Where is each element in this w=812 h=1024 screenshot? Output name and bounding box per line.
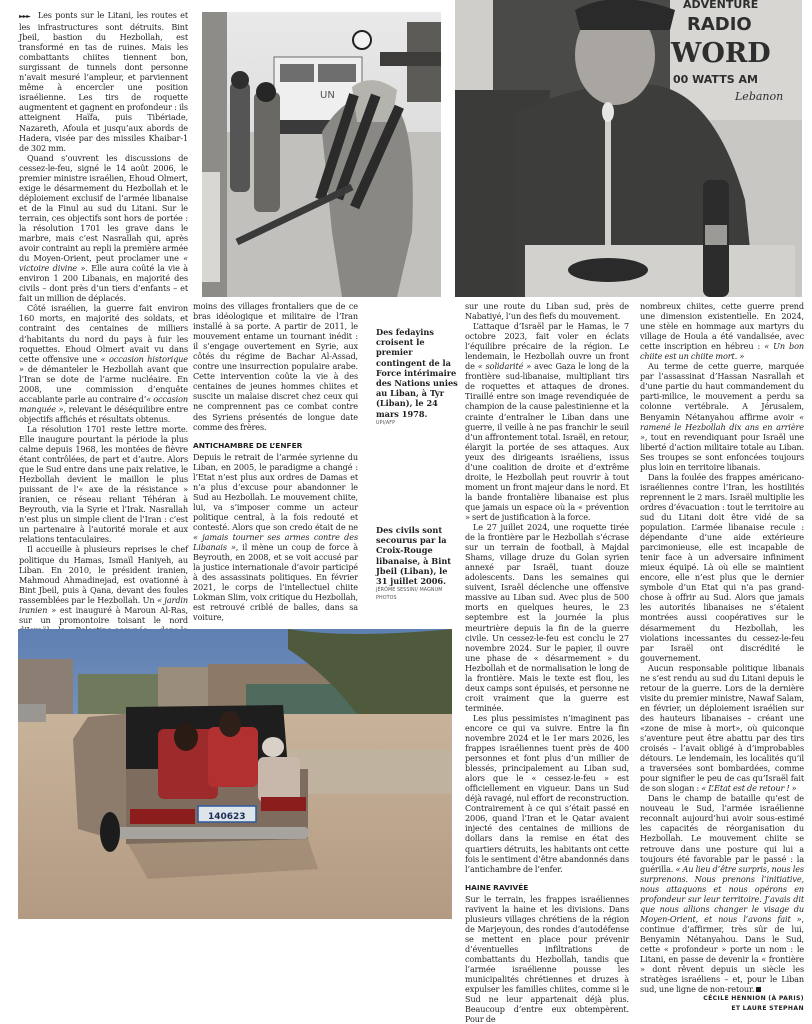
continuation-arrows-icon: ►►► [19,13,30,20]
paragraph: L’attaque d’Israël par le Hamas, le 7 octobre 2023, fait voler en éclats l’équilibre précaire de la région. Le lendemain, le Hezbollah ouvre un front de « solidarité » avec Gaza le long de la frontière sud-libanaise, multipliant tirs de roquettes et attaques de drones. Tiraillé entre son image revendiquée de champion de la cause palestinienne et la crainte d’entraîner le Liban dans une guerre, il veille à ne pas franchir le seuil d’un affrontement total. Israël, en retour, élargit la portée de ses attaques. Aux yeux des dirigeants israéliens, issus d’une coalition de droite et d’extrême droite, le Hezbollah peut rouvrir à tout moment un front majeur dans le nord. Et la bande frontalière libanaise est plus que jamais un espace où la « prévention » sert de justification à la force. [465,321,630,522]
paragraph: sur une route du Liban sud, près de Nabatiyé, l’un des fiefs du mouvement. [465,301,629,322]
paragraph: moins des villages frontaliers que de ce bras idéologique et militaire de l’Iran installé à sa porte. A partir de 2011, le mouvement entame un tournant inédit : il s’engage ouvertement en Syrie, aux côtés du régime de Bachar Al-Assad, contre une insurrection populaire arabe. Cette intervention coûte la vie à des centaines de jeunes hommes chiites et suscite un malaise discret chez ceux qui ne comprennent pas ce combat contre des Syriens présentés de longue date comme des frères. [193,301,358,432]
photo-credit: JÉRÔME SESSINI/ MAGNUM PHOTOS [376,588,443,602]
photo-caption-1 [376,327,458,428]
paragraph: Dans le champ de bataille qu’est de nouveau le Sud, l’armée israélienne reconnaît aujourd’hui avoir sous-estimé les capacités de réorganisation du Hezbollah. Le mouvement chiite se retrouve dans une posture qui lui a toujours été favorable par le passé : la guérilla. « Au lieu d’être surpris, nous les surprenons. Nous prenons l’initiative, nous attaquons et nous opérons en profondeur sur leur territoire. J’avais dit que nous allions changer le visage du Moyen-Orient, et nous l’avons fait », continue d’affirmer, très sûr de lui, Benyamin Nétanyahou. Dans le Sud, cette « profondeur » porte un nom : le Litani, en passe de devenir la « frontière » dont rêvent depuis un siècle les stratèges israéliens – et, pour le Liban sud, une ligne de non-retour. [640,793,804,995]
photo-caption-2 [376,525,458,603]
subheading: HAINE RAVIVÉE [465,882,529,892]
article-column-4 [640,301,804,1014]
article-column-3 [465,301,629,1024]
un-truck-marking: UN [320,90,335,101]
paragraph: nombreux chiites, cette guerre prend une dimension existentielle. En 2024, une stèle en hommage aux martyrs du village de Houla a été vandalisée, avec cette inscription en hébreu : « Un bon chiite est un chiite mort. » [640,301,804,362]
paragraph: Le 27 juillet 2024, une roquette tirée de la frontière par le Hezbollah s’écrase sur un terrain de football, à Majdal Shams, village druze du Golan syrien annexé par Israël, tuant douze adolescents. Dans les semaines qui suivent, Israël déclenche une offensive massive au Liban sud. Avec plus de 500 morts en quelques heures, le 23 septembre est la journée la plus meurtrière depuis la fin de la guerre civile. Un cessez-le-feu est conclu le 27 novembre 2024. Sur le papier, il ouvre une phase de « désarmement » du Hezbollah et de normalisation le long de la frontière. Mais le texte est flou, les deux camps sont épuisés, et personne ne croit vraiment que la guerre est terminée. [465,522,629,713]
author-signature: ET LAURE STEPHAN [731,1005,804,1013]
sign-line-4: 00 WATTS AM [673,73,758,86]
paragraph: Sur le terrain, les frappes israéliennes ravivent la haine et les divisions. Dans plusieurs villages chrétiens de la région de Marjeyoun, des rondes d’autodéfense se mettent en place pour prévenir d’éventuelles infiltrations de combattants du Hezbollah, tandis que l’armée israélienne pousse les municipalités chrétiennes et druzes à expulser les familles chiites, comme si le Sud ne leur appartenait déjà plus. Beaucoup d’entre eux obtempèrent. Pour de [465,893,629,1024]
paragraph: Aucun responsable politique libanais ne s’est rendu au sud du Litani depuis le retour de la guerre. Lors de la dernière visite du premier ministre, Nawaf Salam, en février, un déploiement israélien sur des hauteurs libanaises – créant une «zone de mise à mort», où quiconque s’aventure peut être abattu par des tirs croisés – l’avait obligé à d’improbables détours. Le lendemain, les localités qu’il a traversées sont bombardées, comme pour signifier le peu de cas qu’Israël fait de son slogan : « L’Etat est de retour ! » [640,662,804,794]
license-plate: 140623 [208,812,246,822]
paragraph: Dans la foulée des frappes américano-israéliennes contre l’Iran, les hostilités reprennent le 2 mars. Israël multiplie les ordres d’évacuation : tout le territoire au sud du Litani doit être vidé de sa population. L’armée libanaise recule : dépendante d’une aide extérieure parcimonieuse, elle est incapable de tenir face à un adversaire infiniment mieux équipé. Là où elle se maintient encore, elle n’est plus que le dernier symbole d’un Etat qui n’a pas grand-chose à offrir au Sud. Alors que jamais les autorités libanaises ne s’étaient montrées aussi coopératives sur le désarmement du Hezbollah, les violations incessantes du cessez-le-feu par Israël ont discrédité le gouvernement. [640,471,804,663]
sign-line-3: WORD [671,38,771,69]
sign-line-2: RADIO [687,14,752,35]
paragraph: Les plus pessimistes n’imaginent pas encore ce qui va suivre. Entre la fin novembre 2024 et le 1er mars 2026, les frappes israéliennes tuent près de 400 personnes et font plus d’un millier de blessés, principalement au Liban sud, alors que le « cessez-le-feu » est officiellement en vigueur. Dans un Sud déjà ravagé, nul effort de reconstruction. Contrairement à ce qui s’était passé en 2006, quand l’Iran et le Qatar avaient injecté des centaines de millions de dollars dans la remise en état des quartiers détruits, les habitants ont cette fois le sentiment d’être abandonnés dans l’antichambre de l’enfer. [465,712,629,874]
paragraph: Au terme de cette guerre, marquée par l’assassinat d’Hassan Nasrallah et d’une partie du haut commandement du parti-milice, le mouvement a perdu sa colonne vertébrale. A Jérusalem, Benyamin Nétanyahou affirme avoir « ramené le Hezbollah dix ans en arrière », tout en revendiquant pour Israël une liberté d’action militaire totale au Liban. Ses troupes se sont enfoncées toujours plus loin en territoire libanais. [640,361,804,472]
subheading: ANTICHAMBRE DE L’ENFER [193,440,303,450]
paragraph: La résolution 1701 reste lettre morte. Elle inaugure pourtant la période la plus calme depuis 1968, les montées de fièvre étant contrôlées, de part et d’autre. Alors que le Sud entre dans une paix relative, le Hezbollah devient le maillon le plus puissant de l’« axe de la résistance » iranien, ce réseau reliant Téhéran à Beyrouth, via la Syrie et l’Irak. Nasrallah n’est plus un simple client de l’Iran : c’est un partenaire à l’autorité morale et aux relations tentaculaires. [19,423,188,545]
photo-credit: UPI/AFP [376,420,396,426]
end-of-article-mark-icon [756,987,761,992]
paragraph: ►►► Les ponts sur le Litani, les routes et les infrastructures sont détruits. Bint Jbeil, bastion du Hezbollah, est transformé en tas de ruines. Mais les combattants chiites tiennent bon, surgissant de tunnels dont personne n’avait mesuré l’ampleur, et parviennent même à encercler une position israélienne. Les tirs de roquette augmentent et gagnent en profondeur : ils atteignent Haïfa, puis Tibériade, Nazareth, Afoula et jusqu’aux abords de Hadera, visée par des missiles Khaibar-1 de 302 mm. [19,10,188,153]
photo-officer-press-conference [455,0,802,297]
sign-line-5: Lebanon [735,90,784,103]
article-column-2 [193,301,358,622]
sign-line-1: ADVENTURE [683,0,759,11]
author-signature: CÉCILE HENNION (À PARIS) [703,995,804,1003]
paragraph: Il accueille à plusieurs reprises le chef politique du Hamas, Ismaïl Haniyeh, au Liban. En 2010, le président iranien, Mahmoud Ahmadinejad, est ovationné à Bint Jbeil, puis à Qana, devant des foules rassemblées par le Hezbollah. Un « jardin iranien » est inauguré à Maroun Al-Ras, sur un promontoire toisant le nord [19,544,189,625]
caption-text: Des civils sont secourus par la Croix-Rouge libanaise, à Bint Jbeil (Liban), le 31 juillet 2006. [376,525,452,587]
article-column-1 [19,10,188,695]
photo-fedayins-un-truck [202,12,441,297]
paragraph: Côté israélien, la guerre fait environ 160 morts, en majorité des soldats, et contraint des centaines de milliers d’habitants du nord du pays à fuir les roquettes. Ehoud Olmert avait vu dans cette offensive une « occasion historique » de démanteler le Hezbollah avant que l’Iran se dote de l’arme nucléaire. En 2008, une commission d’enquête accablante parle au contraire d’« occasion manquée », relevant le déséquilibre entre objectifs affichés et résultats obtenus. [19,303,189,424]
caption-text: Des fedayins croisent le premier contingent de la Force intérimaire des Nations unies au Liban, à Tyr (Liban), le 24 mars 1978. [376,327,458,419]
photo-civilians-car-trunk [18,629,452,919]
paragraph: Quand s’ouvrent les discussions de cessez-le-feu, signé le 14 août 2006, le premier ministre israélien, Ehoud Olmert, exige le désarmement du Hezbollah et le déploiement exclusif de l’armée libanaise et de la Finul au sud du Litani. Sur le terrain, ces objectifs sont hors de portée : la résolution 1701 les grave dans le marbre, mais c’est Nasrallah qui, après avoir contraint au repli la première armée du Moyen-Orient, peut proclamer une « victoire divine ». Elle aura coûté la vie à environ 1 200 Libanais, en majorité des civils – dont près d’un tiers d’enfants – et fait un million de déplacés. [19,152,189,304]
paragraph: Depuis le retrait de l’armée syrienne du Liban, en 2005, le paradigme a changé : l’Etat n’est plus aux ordres de Damas et n’a plus d’excuse pour abandonner le Sud au Hezbollah. Le mouvement chiite, lui, va s’imposer comme un acteur politique central, à la fois redouté et contesté. Alors que son credo était de ne « jamais tourner ses armes contre des Libanais », il mène un coup de force à Beyrouth, en 2008, et se voit accusé par la justice internationale d’avoir participé à des assassinats politiques. En février 2021, le corps de l’intellectuel chiite Lokman Slim, voix critique du Hezbollah, est retrouvé criblé de balles, dans sa voiture, [193,451,358,623]
